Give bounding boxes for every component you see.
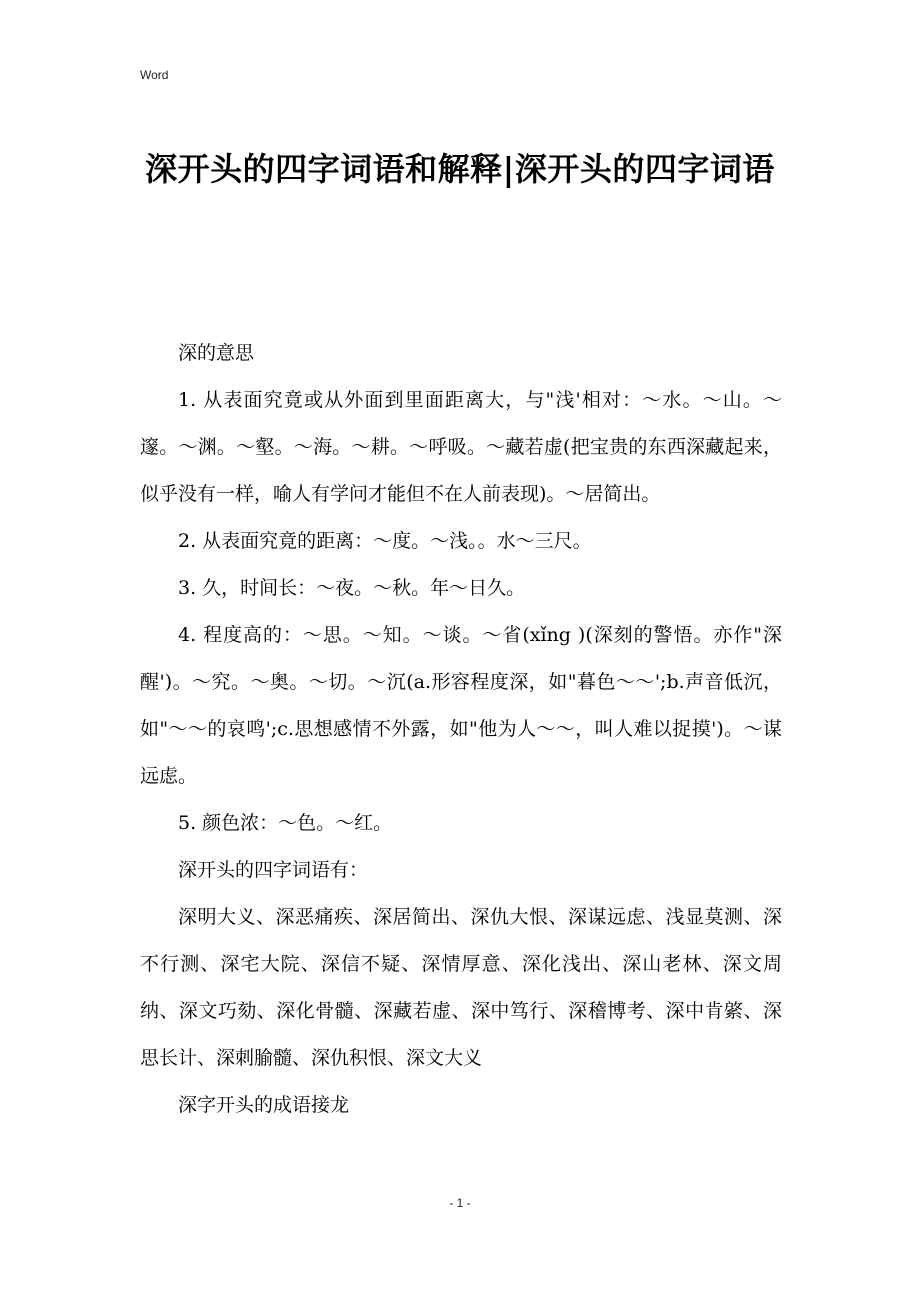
paragraph-definition-4: 4. 程度高的：～思。～知。～谈。～省(xǐng )(深刻的警悟。亦作"深醒')。～究。～奥。～切。～沉(a.形容程度深，如"暮色～～';b.声音低沉，如"～～的哀鸣';c.思想感情不外露，如"他为人～～，叫人难以捉摸')。～谋远虑。 [140, 624, 782, 787]
page-number: - 1 - [449, 1196, 471, 1210]
document-title: 深开头的四字词语和解释|深开头的四字词语 [145, 150, 775, 188]
paragraph-idioms-heading: 深开头的四字词语有： [178, 859, 369, 881]
paragraph-definition-1: 1. 从表面究竟或从外面到里面距离大，与"浅'相对：～水。～山。～邃。～渊。～壑。～海。～耕。～呼吸。～藏若虚(把宝贵的东西深藏起来，似乎没有一样，喻人有学问才能但不在人前表现)。～居简出。 [140, 389, 782, 505]
header-label: Word [140, 68, 169, 82]
paragraph-heading-meaning: 深的意思 [178, 342, 255, 364]
document-body [140, 330, 782, 1129]
paragraph-definition-5: 5. 颜色浓：～色。～红。 [178, 812, 393, 834]
paragraph-chain-heading: 深字开头的成语接龙 [178, 1094, 350, 1116]
paragraph-idioms-list: 深明大义、深恶痛疾、深居简出、深仇大恨、深谋远虑、浅显莫测、深不行测、深宅大院、深信不疑、深情厚意、深化浅出、深山老林、深文周纳、深文巧劾、深化骨髓、深藏若虚、深中笃行、深稽博考、深中肯綮、深思长计、深刺腧髓、深仇积恨、深文大义 [140, 906, 782, 1069]
paragraph-definition-2: 2. 从表面究竟的距离：～度。～浅。。水～三尺。 [178, 530, 592, 552]
paragraph-definition-3: 3. 久，时间长：～夜。～秋。年～日久。 [178, 577, 526, 599]
